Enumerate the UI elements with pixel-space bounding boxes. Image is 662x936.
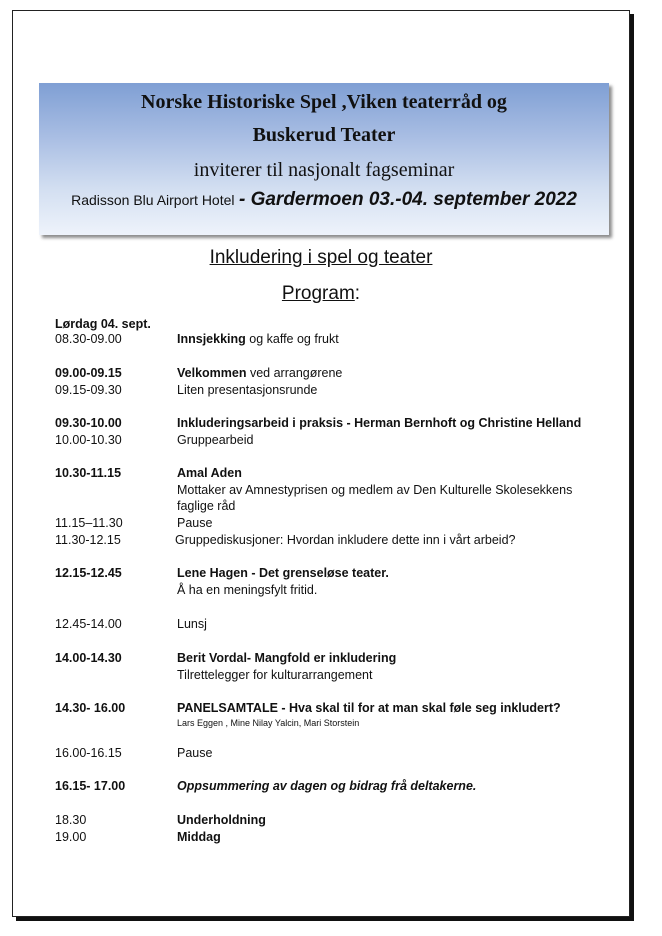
row-bold: Innsjekking bbox=[177, 332, 246, 346]
row-description: Gruppearbeid bbox=[177, 433, 254, 447]
venue-hotel: Radisson Blu Airport Hotel bbox=[71, 192, 235, 208]
row-line2: Mottaker av Amnestyprisen og medlem av Den Kulturelle Skolesekkens bbox=[177, 482, 573, 497]
row-description bbox=[177, 331, 607, 348]
row-line2: Tilrettelegger for kulturarrangement bbox=[177, 667, 373, 682]
program-heading bbox=[13, 283, 629, 305]
header-venue bbox=[39, 189, 609, 211]
row-description bbox=[177, 829, 607, 846]
row-bold: Amal Aden bbox=[177, 466, 242, 480]
panel-participants: Lars Eggen , Mine Nilay Yalcin, Mari Storstein bbox=[177, 717, 360, 728]
row-time: 10.00-10.30 bbox=[55, 433, 122, 447]
row-line2: Å ha en meningsfylt fritid. bbox=[177, 582, 318, 597]
row-time: 16.00-16.15 bbox=[55, 746, 122, 760]
row-time: 11.15–11.30 bbox=[55, 516, 123, 530]
day-heading: Lørdag 04. sept. bbox=[55, 317, 151, 331]
row-time: 19.00 bbox=[55, 830, 87, 844]
row-bold: Middag bbox=[177, 830, 221, 844]
row-description: Liten presentasjonsrunde bbox=[177, 383, 318, 397]
seminar-topic: Inkludering i spel og teater bbox=[209, 247, 433, 268]
header-title-line1: Norske Historiske Spel ,Viken teaterråd og bbox=[141, 91, 507, 113]
row-time: 09.15-09.30 bbox=[55, 383, 122, 397]
row-bold: Berit Vordal- Mangfold er inkludering bbox=[177, 651, 397, 665]
row-time: 11.30-12.15 bbox=[55, 533, 121, 547]
row-description: Pause bbox=[177, 746, 213, 760]
row-description: Oppsummering av dagen og bidrag frå deltakerne. bbox=[177, 779, 477, 793]
row-time: 10.30-11.15 bbox=[55, 466, 122, 480]
row-time: 09.30-10.00 bbox=[55, 416, 122, 430]
program-label: Program bbox=[281, 283, 355, 304]
row-description: Lunsj bbox=[177, 617, 207, 631]
program-colon: : bbox=[354, 283, 361, 304]
header-subtitle: inviterer til nasjonalt fagseminar bbox=[193, 159, 455, 181]
row-time: 14.00-14.30 bbox=[55, 651, 122, 665]
row-time: 12.15-12.45 bbox=[55, 566, 122, 580]
row-bold: Inkluderingsarbeid i praksis - Herman Bernhoft og Christine Helland bbox=[177, 416, 582, 430]
row-description bbox=[177, 465, 607, 515]
row-description bbox=[177, 700, 607, 730]
row-bold: Underholdning bbox=[177, 813, 266, 827]
row-description bbox=[177, 650, 607, 683]
row-bold: PANELSAMTALE - Hva skal til for at man skal føle seg inkludert? bbox=[177, 701, 561, 715]
row-description: Gruppediskusjoner: Hvordan inkludere dette inn i vårt arbeid? bbox=[175, 533, 516, 547]
row-text: og kaffe og frukt bbox=[245, 332, 339, 346]
row-time: 08.30-09.00 bbox=[55, 332, 122, 346]
row-time: 16.15- 17.00 bbox=[55, 779, 126, 793]
row-description bbox=[177, 565, 607, 598]
row-bold: Velkommen bbox=[177, 366, 247, 380]
row-bold: Lene Hagen - Det grenseløse teater. bbox=[177, 566, 389, 580]
row-time: 12.45-14.00 bbox=[55, 617, 122, 631]
row-line3: faglige råd bbox=[177, 499, 236, 513]
row-text: ved arrangørene bbox=[246, 366, 343, 380]
venue-place-date: - Gardermoen 03.-04. september 2022 bbox=[238, 189, 577, 210]
row-description: Pause bbox=[177, 516, 213, 530]
row-time: 14.30- 16.00 bbox=[55, 701, 126, 715]
document-page bbox=[12, 10, 630, 917]
row-description bbox=[177, 415, 607, 432]
header-title-line2: Buskerud Teater bbox=[252, 124, 396, 146]
row-time: 09.00-09.15 bbox=[55, 366, 122, 380]
row-time: 18.30 bbox=[55, 813, 87, 827]
row-description bbox=[177, 812, 607, 829]
row-description bbox=[177, 365, 607, 382]
header-banner bbox=[39, 83, 609, 235]
